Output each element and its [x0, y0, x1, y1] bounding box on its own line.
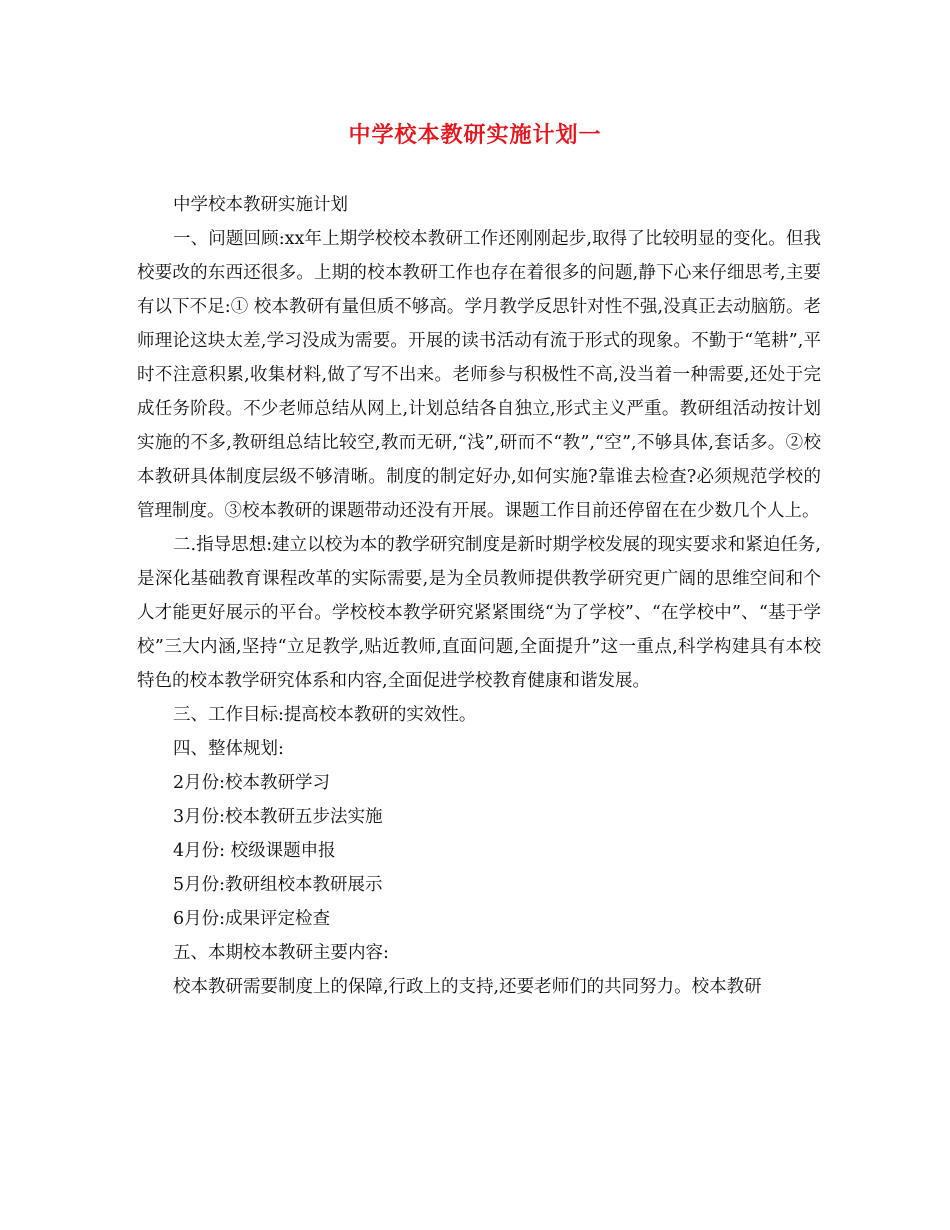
plan-item-february: 2月份:校本教研学习: [173, 773, 331, 793]
paragraph-main-content: 校本教研需要制度上的保障,行政上的支持,还要老师们的共同努力。校本教研: [173, 977, 762, 997]
plan-item-march: 3月份:校本教研五步法实施: [173, 807, 383, 827]
plan-item-may: 5月份:教研组校本教研展示: [173, 875, 383, 895]
document-title: 中学校本教研实施计划一: [348, 122, 602, 148]
plan-item-april: 4月份: 校级课题申报: [173, 841, 336, 861]
paragraph-overall-plan: 四、整体规划:: [173, 739, 284, 759]
document-body: [137, 188, 821, 1004]
paragraph-work-goal: 三、工作目标:提高校本教研的实效性。: [173, 705, 477, 725]
paragraph-main-content-heading: 五、本期校本教研主要内容:: [173, 943, 389, 963]
paragraph-problem-review: 一、问题回顾:xx年上期学校校本教研工作还刚刚起步,取得了比较明显的变化。但我校要改的东西还很多。上期的校本教研工作也存在着很多的问题,静下心来仔细思考,主要有以下不足:① 校本教研有量但质不够高。学月教学反思针对性不强,没真正去动脑筋。老师理论这块太差,学习没成为需要。开展的读书活动有流于形式的现象。不勤于“笔耕”,平时不注意积累,收集材料,做了写不出来。老师参与积极性不高,没当着一种需要,还处于完成任务阶段。不少老师总结从网上,计划总结各自独立,形式主义严重。教研组活动按计划实施的不多,教研组总结比较空,教而无研,“浅”,研而不“教”,“空”,不够具体,套话多。②校本教研具体制度层级不够清晰。制度的制定好办,如何实施?靠谁去检查?必须规范学校的管理制度。③校本教研的课题带动还没有开展。课题工作目前还停留在在少数几个人上。: [137, 229, 821, 521]
paragraph-guiding-thought: 二.指导思想:建立以校为本的教学研究制度是新时期学校发展的现实要求和紧迫任务,是深化基础教育课程改革的实际需要,是为全员教师提供教学研究更广阔的思维空间和个人才能更好展示的平台。学校校本教学研究紧紧围绕“为了学校”、“在学校中”、“基于学校”三大内涵,坚持“立足教学,贴近教师,直面问题,全面提升”这一重点,科学构建具有本校特色的校本教学研究体系和内容,全面促进学校教育健康和谐发展。: [137, 535, 821, 691]
plan-item-june: 6月份:成果评定检查: [173, 909, 331, 929]
paragraph-heading: 中学校本教研实施计划: [173, 195, 348, 215]
